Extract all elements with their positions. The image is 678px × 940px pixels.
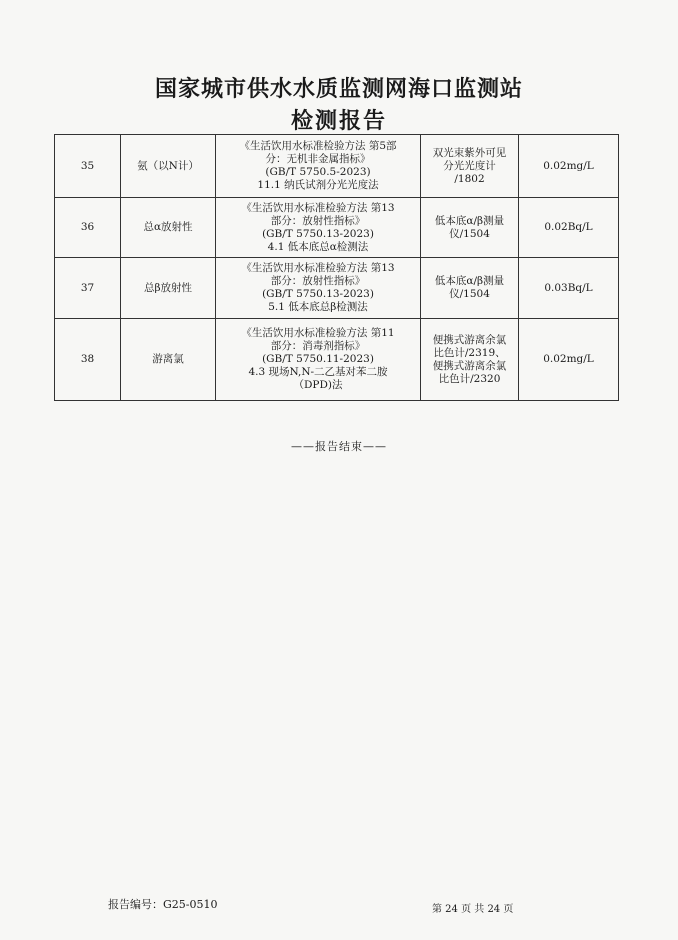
- method-line: （DPD)法: [293, 379, 343, 391]
- instrument-line: 便携式游离余氯: [432, 333, 507, 346]
- test-method: [216, 135, 421, 198]
- method-line: 《生活饮用水标准检验方法 第11: [241, 327, 395, 339]
- method-line: 《生活饮用水标准检验方法 第13: [241, 262, 395, 274]
- method-line: 《生活饮用水标准检验方法 第13: [241, 201, 395, 214]
- instrument-line: 比色计/2320: [438, 372, 501, 385]
- report-title-org: 国家城市供水水质监测网海口监测站: [154, 77, 523, 102]
- table-row: [55, 258, 619, 319]
- report-number: 报告编号：G25-0510: [108, 898, 218, 911]
- method-line: (GB/T 5750.11-2023): [262, 353, 374, 365]
- test-item: 总α放射性: [121, 198, 216, 258]
- test-results-table: [54, 134, 619, 401]
- report-end-marker: ——报告结束——: [291, 440, 387, 453]
- row-number: 37: [55, 258, 121, 319]
- test-method: [216, 258, 421, 319]
- instrument-line: /1802: [454, 172, 485, 185]
- method-line: 《生活饮用水标准检验方法 第5部: [239, 140, 397, 152]
- method-line: 部分：消毒剂指标》: [270, 340, 366, 352]
- method-line: (GB/T 5750.13-2023): [262, 227, 374, 240]
- instrument: [421, 319, 519, 401]
- method-line: 11.1 纳氏试剂分光光度法: [257, 179, 379, 191]
- detection-limit: 0.02mg/L: [519, 319, 619, 401]
- instrument-line: 低本底α/β测量: [434, 275, 505, 287]
- instrument: [421, 135, 519, 198]
- page-number: 第 24 页 共 24 页: [432, 904, 514, 915]
- test-method: [216, 319, 421, 401]
- detection-limit: 0.03Bq/L: [519, 258, 619, 319]
- table-row: [55, 135, 619, 198]
- instrument-line: 比色计/2319、: [433, 346, 506, 359]
- table-row: [55, 198, 619, 258]
- method-line: 4.3 现场N,N-二乙基对苯二胺: [248, 366, 388, 378]
- test-method: [216, 198, 421, 258]
- method-line: (GB/T 5750.5-2023): [265, 166, 371, 178]
- instrument-line: 便携式游离余氯: [432, 359, 507, 372]
- instrument-line: 双光束紫外可见: [432, 146, 507, 159]
- detection-limit: 0.02mg/L: [519, 135, 619, 198]
- method-line: 部分：放射性指标》: [270, 214, 366, 227]
- method-line: 部分：放射性指标》: [270, 275, 366, 287]
- table-row: [55, 319, 619, 401]
- detection-limit: 0.02Bq/L: [519, 198, 619, 258]
- method-line: 分：无机非金属指标》: [265, 153, 371, 165]
- report-title: 检测报告: [290, 109, 387, 134]
- instrument-line: 仪/1504: [449, 227, 490, 240]
- test-item: 总β放射性: [121, 258, 216, 319]
- method-line: (GB/T 5750.13-2023): [262, 288, 374, 300]
- instrument: [421, 258, 519, 319]
- method-line: 5.1 低本底总β检测法: [268, 301, 368, 313]
- row-number: 35: [55, 135, 121, 198]
- test-item: 游离氯: [121, 319, 216, 401]
- instrument-line: 低本底α/β测量: [434, 214, 505, 227]
- instrument-line: 分光光度计: [443, 159, 496, 172]
- row-number: 36: [55, 198, 121, 258]
- instrument-line: 仪/1504: [449, 288, 490, 300]
- row-number: 38: [55, 319, 121, 401]
- method-line: 4.1 低本底总α检测法: [267, 240, 369, 253]
- test-item: 氨（以N计）: [121, 135, 216, 198]
- instrument: [421, 198, 519, 258]
